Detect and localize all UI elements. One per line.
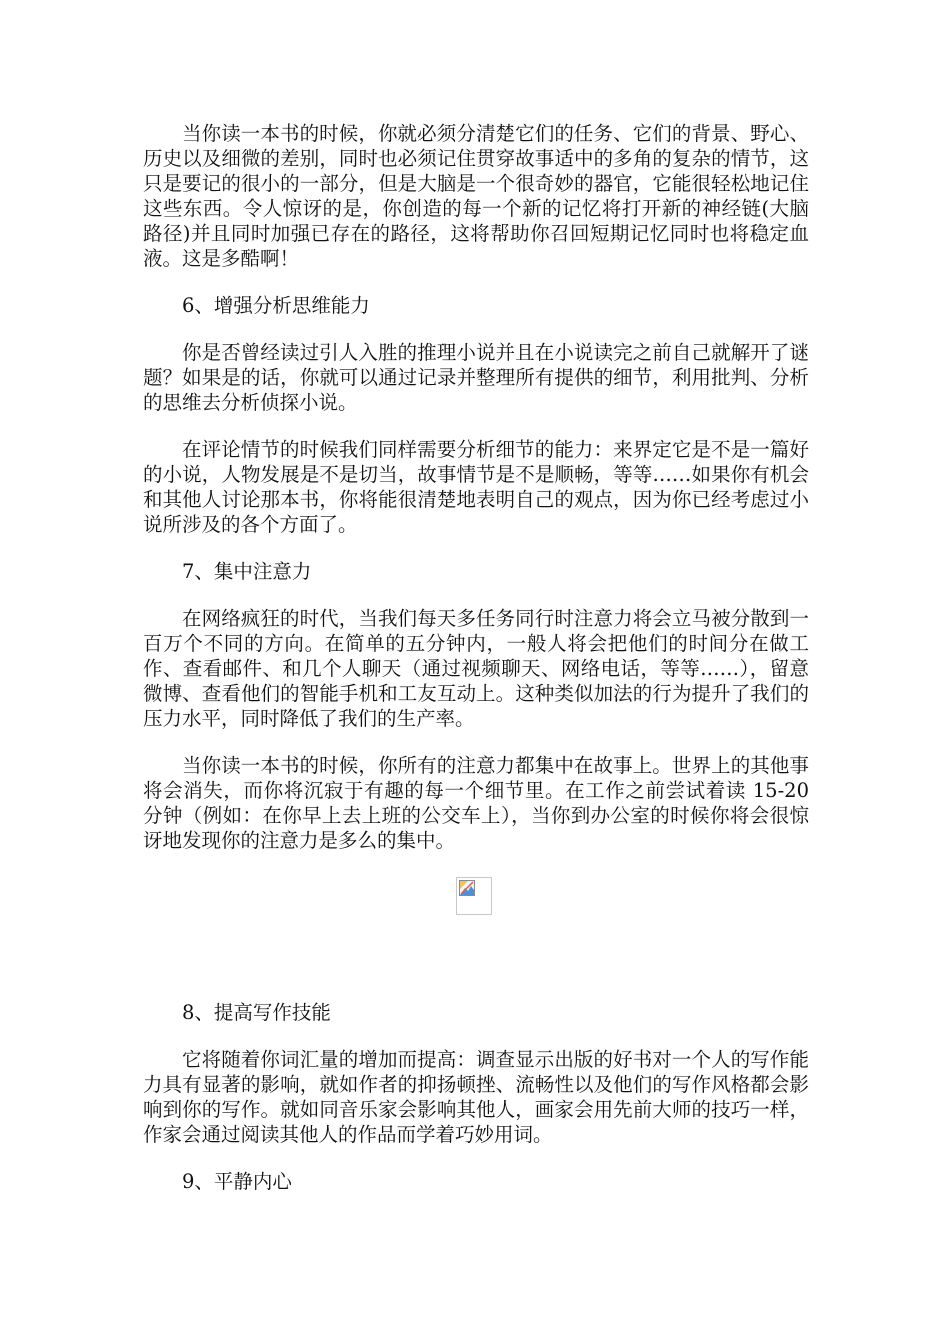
- paragraph-internet-distraction: 在网络疯狂的时代，当我们每天多任务同行时注意力将会立马被分散到一百万个不同的方向。在简单的五分钟内，一般人将会把他们的时间分在做工作、查看邮件、和几个人聊天（通过视频聊天、网络电话，等等……），留意微博、查看他们的智能手机和工友互动上。这种类似加法的行为提升了我们的压力水平，同时降低了我们的生产率。: [143, 607, 809, 730]
- paragraph-reading-focus: 当你读一本书的时候，你所有的注意力都集中在故事上。世界上的其他事将会消失，而你将沉寂于有趣的每一个细节里。在工作之前尝试着读 15-20 分钟（例如：在你早上去上班的公交车上），当你到办公室的时候你将会很惊讶地发现你的注意力是多么的集中。: [143, 754, 809, 852]
- paragraph-mystery-novels: 你是否曾经读过引人入胜的推理小说并且在小说读完之前自己就解开了谜题？如果是的话，你就可以通过记录并整理所有提供的细节，利用批判、分析的思维去分析侦探小说。: [143, 341, 809, 414]
- heading-analytical-thinking: 6、增强分析思维能力: [182, 294, 370, 317]
- paragraph-writing: 它将随着你词汇量的增加而提高：调查显示出版的好书对一个人的写作能力具有显著的影响，就如作者的抑扬顿挫、流畅性以及他们的写作风格都会影响到你的写作。就如同音乐家会影响其他人，画家会用先前大师的技巧一样，作家会通过阅读其他人的作品而学着巧妙用词。: [143, 1048, 809, 1146]
- broken-image-icon: [459, 880, 475, 896]
- heading-calm-mind: 9、平静内心: [182, 1170, 292, 1193]
- heading-writing-skills: 8、提高写作技能: [182, 1001, 331, 1024]
- document-body: [143, 121, 809, 1216]
- embedded-image: [456, 877, 492, 915]
- paragraph-plot-analysis: 在评论情节的时候我们同样需要分析细节的能力：来界定它是不是一篇好的小说，人物发展是不是切当，故事情节是不是顺畅，等等……如果你有机会和其他人讨论那本书，你将能很清楚地表明自己的观点，因为你已经考虑过小说所涉及的各个方面了。: [143, 438, 809, 536]
- heading-focus: 7、集中注意力: [182, 560, 312, 583]
- paragraph-memory: 当你读一本书的时候，你就必须分清楚它们的任务、它们的背景、野心、历史以及细微的差别，同时也必须记住贯穿故事适中的多角的复杂的情节，这只是要记的很小的一部分，但是大脑是一个很奇妙的器官，它能很轻松地记住这些东西。令人惊讶的是，你创造的每一个新的记忆将打开新的神经链(大脑路径)并且同时加强已存在的路径，这将帮助你召回短期记忆同时也将稳定血液。这是多酷啊！: [143, 122, 809, 270]
